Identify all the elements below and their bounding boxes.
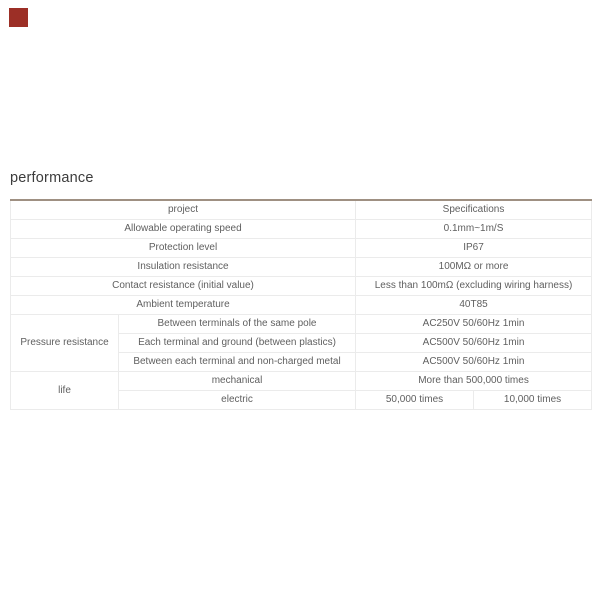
row-label: Protection level (11, 238, 356, 257)
table-row-ambient-temperature (11, 295, 592, 314)
row-value: 10,000 times (474, 390, 592, 409)
header-specifications-cell: Specifications (356, 200, 592, 219)
table-row-protection-level (11, 238, 592, 257)
row-value: 0.1mm~1m/S (356, 219, 592, 238)
row-value: AC250V 50/60Hz 1min (356, 314, 592, 333)
row-label: Insulation resistance (11, 257, 356, 276)
row-value: AC500V 50/60Hz 1min (356, 333, 592, 352)
table-row-life-mechanical (11, 371, 592, 390)
red-square-marker (9, 8, 28, 27)
row-value: Less than 100mΩ (excluding wiring harness) (356, 276, 592, 295)
row-label: Allowable operating speed (11, 219, 356, 238)
table-header-row (11, 200, 592, 219)
table-row-allowable-operating-speed (11, 219, 592, 238)
page-title: performance (10, 170, 94, 186)
header-project-cell: project (11, 200, 356, 219)
row-value: 50,000 times (356, 390, 474, 409)
row-value: 40T85 (356, 295, 592, 314)
row-label: Ambient temperature (11, 295, 356, 314)
row-label: Between terminals of the same pole (119, 314, 356, 333)
row-value: IP67 (356, 238, 592, 257)
row-value: AC500V 50/60Hz 1min (356, 352, 592, 371)
row-label: electric (119, 390, 356, 409)
row-label: mechanical (119, 371, 356, 390)
table-row-contact-resistance (11, 276, 592, 295)
table-row-pressure-1 (11, 314, 592, 333)
group-label-pressure-resistance: Pressure resistance (11, 314, 119, 371)
table-row-insulation-resistance (11, 257, 592, 276)
group-label-life: life (11, 371, 119, 409)
row-label: Contact resistance (initial value) (11, 276, 356, 295)
row-value: 100MΩ or more (356, 257, 592, 276)
row-label: Between each terminal and non-charged metal (119, 352, 356, 371)
row-label: Each terminal and ground (between plastics) (119, 333, 356, 352)
performance-spec-table (10, 199, 592, 410)
row-value: More than 500,000 times (356, 371, 592, 390)
